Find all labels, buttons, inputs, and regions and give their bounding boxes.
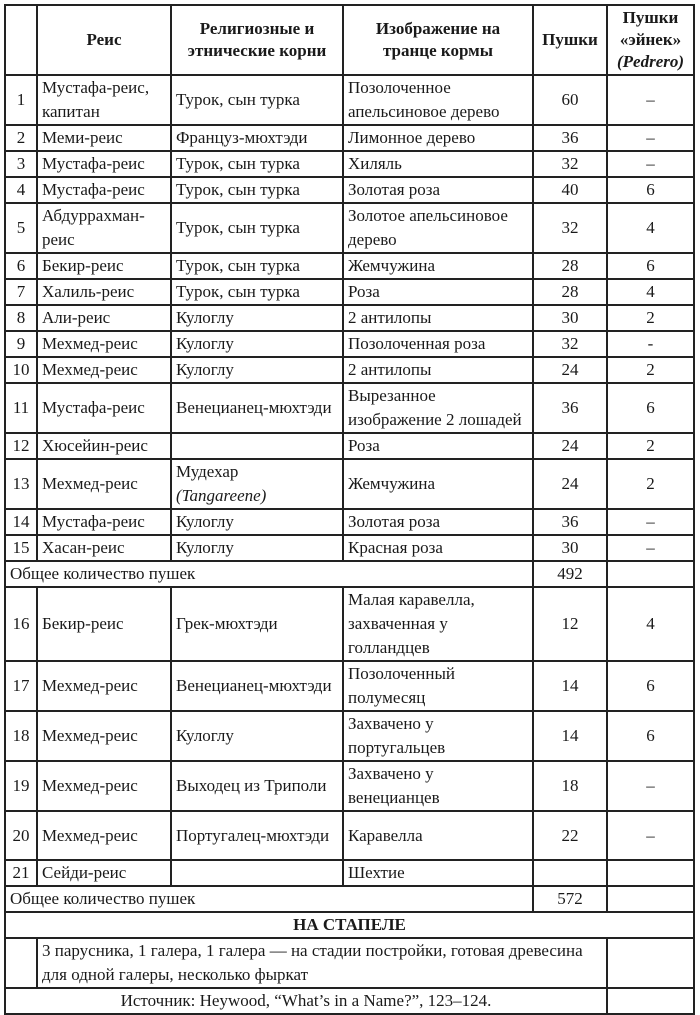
total-label: Общее количество пушек xyxy=(5,886,533,912)
cell-guns: 32 xyxy=(533,331,607,357)
cell-num: 15 xyxy=(5,535,37,561)
cell-num: 6 xyxy=(5,253,37,279)
source-pedrero xyxy=(607,988,694,1014)
cell-reis: Хюсейин-реис xyxy=(37,433,171,459)
header-row xyxy=(5,5,694,75)
cell-image: Роза xyxy=(343,279,533,305)
cell-guns: 60 xyxy=(533,75,607,125)
source-row xyxy=(5,988,694,1014)
cell-image: Золотая роза xyxy=(343,177,533,203)
cell-pedrero: - xyxy=(607,331,694,357)
cell-guns: 22 xyxy=(533,811,607,860)
cell-reis: Халиль-реис xyxy=(37,279,171,305)
cell-roots-text: Мудехар xyxy=(176,462,239,481)
cell-pedrero xyxy=(607,860,694,886)
header-guns: Пушки xyxy=(533,5,607,75)
cell-num: 10 xyxy=(5,357,37,383)
source-text: Источник: Heywood, “What’s in a Name?”, 123–124. xyxy=(5,988,607,1014)
cell-roots xyxy=(171,433,343,459)
cell-guns: 18 xyxy=(533,761,607,811)
cell-reis: Али-реис xyxy=(37,305,171,331)
cell-num: 13 xyxy=(5,459,37,509)
cell-image: Золотое апельсиновое дерево xyxy=(343,203,533,253)
table-row xyxy=(5,587,694,661)
cell-reis: Мехмед-реис xyxy=(37,811,171,860)
cell-roots: Кулоглу xyxy=(171,357,343,383)
cell-reis: Мустафа-реис xyxy=(37,151,171,177)
cell-image: Красная роза xyxy=(343,535,533,561)
header-pedrero xyxy=(607,5,694,75)
cell-reis: Мустафа-реис xyxy=(37,509,171,535)
cell-num: 16 xyxy=(5,587,37,661)
cell-guns: 14 xyxy=(533,661,607,711)
table-row xyxy=(5,383,694,433)
cell-image: Хиляль xyxy=(343,151,533,177)
cell-pedrero: – xyxy=(607,509,694,535)
cell-roots: Кулоглу xyxy=(171,305,343,331)
cell-pedrero: – xyxy=(607,761,694,811)
header-pedrero-line1: Пушки xyxy=(622,8,679,27)
header-pedrero-line3: (Pedrero) xyxy=(616,52,685,71)
table-row xyxy=(5,203,694,253)
cell-num: 1 xyxy=(5,75,37,125)
section-title: НА СТАПЕЛЕ xyxy=(5,912,694,938)
cell-reis: Мехмед-реис xyxy=(37,331,171,357)
cell-image: Лимонное дерево xyxy=(343,125,533,151)
cell-guns: 30 xyxy=(533,535,607,561)
total-row xyxy=(5,561,694,587)
cell-pedrero: 2 xyxy=(607,305,694,331)
cell-roots: Португалец-мюхтэди xyxy=(171,811,343,860)
cell-num: 17 xyxy=(5,661,37,711)
cell-guns: 12 xyxy=(533,587,607,661)
section-row xyxy=(5,912,694,938)
cell-guns: 28 xyxy=(533,253,607,279)
cell-pedrero: 4 xyxy=(607,587,694,661)
cell-pedrero: – xyxy=(607,811,694,860)
cell-num: 3 xyxy=(5,151,37,177)
cell-roots: Турок, сын турка xyxy=(171,203,343,253)
cell-pedrero: 6 xyxy=(607,711,694,761)
cell-guns: 14 xyxy=(533,711,607,761)
stapel-row xyxy=(5,938,694,988)
cell-pedrero: 4 xyxy=(607,203,694,253)
cell-reis: Мехмед-реис xyxy=(37,661,171,711)
cell-roots: Кулоглу xyxy=(171,711,343,761)
cell-pedrero: 6 xyxy=(607,383,694,433)
cell-roots xyxy=(171,459,343,509)
cell-image: Вырезанное изображение 2 лошадей xyxy=(343,383,533,433)
table-row xyxy=(5,811,694,860)
cell-roots xyxy=(171,860,343,886)
header-pedrero-line2: «эйнек» xyxy=(619,30,682,49)
cell-roots: Турок, сын турка xyxy=(171,279,343,305)
cell-image: Роза xyxy=(343,433,533,459)
table-row xyxy=(5,459,694,509)
cell-pedrero: 2 xyxy=(607,433,694,459)
cell-pedrero: 6 xyxy=(607,177,694,203)
cell-guns: 24 xyxy=(533,357,607,383)
cell-image: Позолоченная роза xyxy=(343,331,533,357)
cell-reis: Мустафа-реис xyxy=(37,177,171,203)
total-label: Общее количество пушек xyxy=(5,561,533,587)
total-pedrero xyxy=(607,561,694,587)
cell-pedrero: 2 xyxy=(607,357,694,383)
cell-guns: 36 xyxy=(533,125,607,151)
total-value: 572 xyxy=(533,886,607,912)
table-row xyxy=(5,433,694,459)
cell-roots: Кулоглу xyxy=(171,535,343,561)
cell-image: Жемчужина xyxy=(343,253,533,279)
cell-num: 8 xyxy=(5,305,37,331)
cell-image: Позолоченное апельсиновое дерево xyxy=(343,75,533,125)
cell-num: 4 xyxy=(5,177,37,203)
cell-image: Каравелла xyxy=(343,811,533,860)
table-row xyxy=(5,279,694,305)
header-reis: Реис xyxy=(37,5,171,75)
table-row xyxy=(5,125,694,151)
table-row xyxy=(5,761,694,811)
table-row xyxy=(5,75,694,125)
table-row xyxy=(5,860,694,886)
cell-num: 9 xyxy=(5,331,37,357)
cell-pedrero: 2 xyxy=(607,459,694,509)
cell-reis: Хасан-реис xyxy=(37,535,171,561)
cell-guns: 24 xyxy=(533,433,607,459)
cell-roots: Турок, сын турка xyxy=(171,75,343,125)
total-pedrero xyxy=(607,886,694,912)
cell-guns: 36 xyxy=(533,509,607,535)
table-row xyxy=(5,151,694,177)
cell-num: 11 xyxy=(5,383,37,433)
cell-roots: Турок, сын турка xyxy=(171,253,343,279)
cell-pedrero: 6 xyxy=(607,253,694,279)
cell-num: 14 xyxy=(5,509,37,535)
cell-pedrero: – xyxy=(607,75,694,125)
cell-image: Золотая роза xyxy=(343,509,533,535)
cell-guns: 30 xyxy=(533,305,607,331)
cell-reis: Бекир-реис xyxy=(37,587,171,661)
ships-table xyxy=(4,4,695,1015)
cell-reis: Мехмед-реис xyxy=(37,357,171,383)
cell-guns: 32 xyxy=(533,151,607,177)
table-row xyxy=(5,711,694,761)
table-row xyxy=(5,331,694,357)
total-row xyxy=(5,886,694,912)
cell-num: 20 xyxy=(5,811,37,860)
cell-reis: Мустафа-реис xyxy=(37,383,171,433)
cell-roots: Грек-мюхтэди xyxy=(171,587,343,661)
table-row xyxy=(5,253,694,279)
cell-reis: Меми-реис xyxy=(37,125,171,151)
cell-num: 18 xyxy=(5,711,37,761)
cell-guns: 36 xyxy=(533,383,607,433)
stapel-text: 3 парусника, 1 галера, 1 галера — на стадии постройки, готовая древесина для одной галеры, несколько фыркат xyxy=(37,938,607,988)
cell-image: 2 антилопы xyxy=(343,305,533,331)
cell-num: 2 xyxy=(5,125,37,151)
table-row xyxy=(5,177,694,203)
cell-reis: Мустафа-реис, капитан xyxy=(37,75,171,125)
cell-reis: Мехмед-реис xyxy=(37,761,171,811)
cell-reis: Сейди-реис xyxy=(37,860,171,886)
cell-image: Малая каравелла, захваченная у голландцев xyxy=(343,587,533,661)
cell-num: 7 xyxy=(5,279,37,305)
table-row xyxy=(5,357,694,383)
cell-reis: Бекир-реис xyxy=(37,253,171,279)
cell-num: 21 xyxy=(5,860,37,886)
header-image: Изображение на транце кормы xyxy=(343,5,533,75)
cell-pedrero: – xyxy=(607,151,694,177)
table-row xyxy=(5,661,694,711)
cell-roots-italic: (Tangareene) xyxy=(176,486,267,505)
cell-roots: Француз-мюхтэди xyxy=(171,125,343,151)
cell-guns: 24 xyxy=(533,459,607,509)
header-roots: Религиозные и этнические корни xyxy=(171,5,343,75)
table-row xyxy=(5,509,694,535)
cell-guns: 32 xyxy=(533,203,607,253)
cell-roots: Венецианец-мюхтэди xyxy=(171,661,343,711)
cell-roots: Кулоглу xyxy=(171,509,343,535)
cell-reis: Абдуррахман-реис xyxy=(37,203,171,253)
cell-roots: Выходец из Триполи xyxy=(171,761,343,811)
stapel-num xyxy=(5,938,37,988)
cell-guns: 28 xyxy=(533,279,607,305)
total-value: 492 xyxy=(533,561,607,587)
cell-pedrero: – xyxy=(607,535,694,561)
cell-pedrero: 6 xyxy=(607,661,694,711)
cell-roots: Кулоглу xyxy=(171,331,343,357)
cell-num: 5 xyxy=(5,203,37,253)
cell-roots: Турок, сын турка xyxy=(171,151,343,177)
cell-image: Жемчужина xyxy=(343,459,533,509)
cell-roots: Турок, сын турка xyxy=(171,177,343,203)
cell-reis: Мехмед-реис xyxy=(37,711,171,761)
cell-image: Шехтие xyxy=(343,860,533,886)
cell-roots: Венецианец-мюхтэди xyxy=(171,383,343,433)
cell-image: Захвачено у венецианцев xyxy=(343,761,533,811)
cell-pedrero: – xyxy=(607,125,694,151)
cell-guns xyxy=(533,860,607,886)
cell-num: 12 xyxy=(5,433,37,459)
cell-num: 19 xyxy=(5,761,37,811)
table-row xyxy=(5,305,694,331)
cell-image: Захвачено у португальцев xyxy=(343,711,533,761)
cell-image: 2 антилопы xyxy=(343,357,533,383)
cell-image: Позолоченный полумесяц xyxy=(343,661,533,711)
cell-guns: 40 xyxy=(533,177,607,203)
cell-pedrero: 4 xyxy=(607,279,694,305)
cell-reis: Мехмед-реис xyxy=(37,459,171,509)
header-num xyxy=(5,5,37,75)
table-row xyxy=(5,535,694,561)
stapel-pedrero xyxy=(607,938,694,988)
